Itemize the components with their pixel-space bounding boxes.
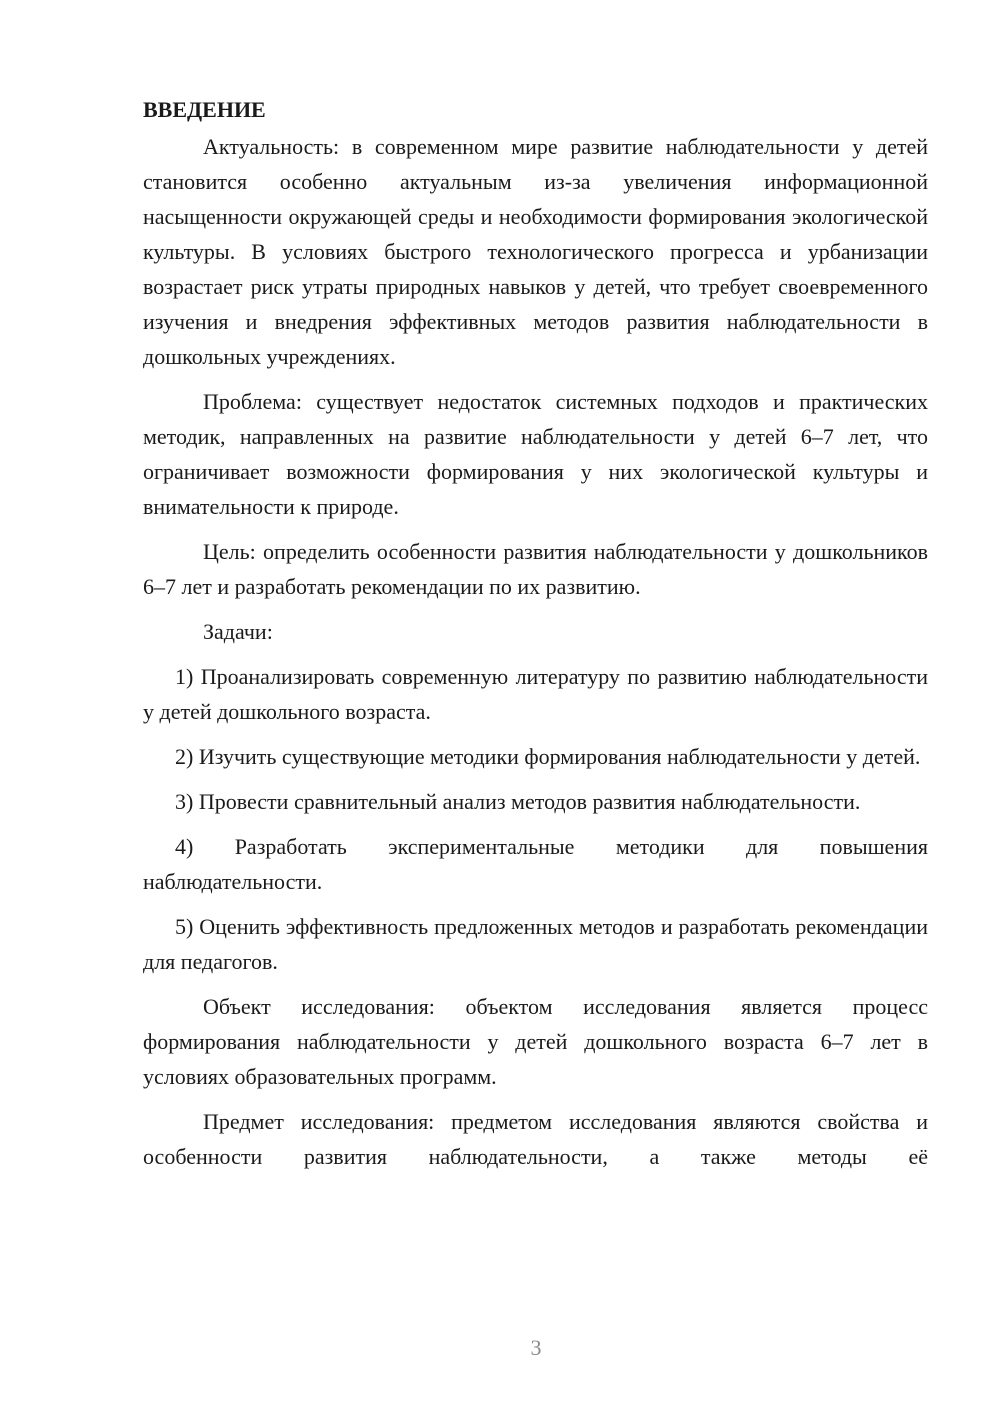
task-item: 5) Оценить эффективность предложенных методов и разработать рекомендации для педагогов. [143, 914, 928, 974]
task-item: 3) Провести сравнительный анализ методов развития наблюдательности. [175, 789, 861, 814]
task-item: 2) Изучить существующие методики формирования наблюдательности у детей. [175, 744, 921, 769]
page-content [143, 92, 928, 1184]
task-item: 1) Проанализировать современную литературу по развитию наблюдательности у детей дошкольного возраста. [143, 664, 928, 724]
relevance-paragraph: Актуальность: в современном мире развитие наблюдательности у детей становится особенно актуальным из-за увеличения информационной насыщенности окружающей среды и необходимости формирования экологической культуры. В условиях быстрого технологического прогресса и урбанизации возрастает риск утраты природных навыков у детей, что требует своевременного изучения и внедрения эффективных методов развития наблюдательности в дошкольных учреждениях. [143, 134, 928, 369]
problem-paragraph: Проблема: существует недостаток системных подходов и практических методик, направленных на развитие наблюдательности у детей 6–7 лет, что ограничивает возможности формирования у них экологической культуры и внимательности к природе. [143, 389, 928, 519]
page-title: ВВЕДЕНИЕ [143, 97, 266, 122]
task-item: 4) Разработать экспериментальные методики для повышения наблюдательности. [143, 834, 928, 894]
object-paragraph: Объект исследования: объектом исследования является процесс формирования наблюдательности у детей дошкольного возраста 6–7 лет в условиях образовательных программ. [143, 994, 928, 1089]
tasks-heading: Задачи: [203, 619, 273, 644]
goal-paragraph: Цель: определить особенности развития наблюдательности у дошкольников 6–7 лет и разработать рекомендации по их развитию. [143, 539, 928, 599]
subject-paragraph: Предмет исследования: предметом исследования являются свойства и особенности развития наблюдательности, а также методы её [143, 1109, 928, 1169]
page-number: 3 [530, 1335, 542, 1360]
